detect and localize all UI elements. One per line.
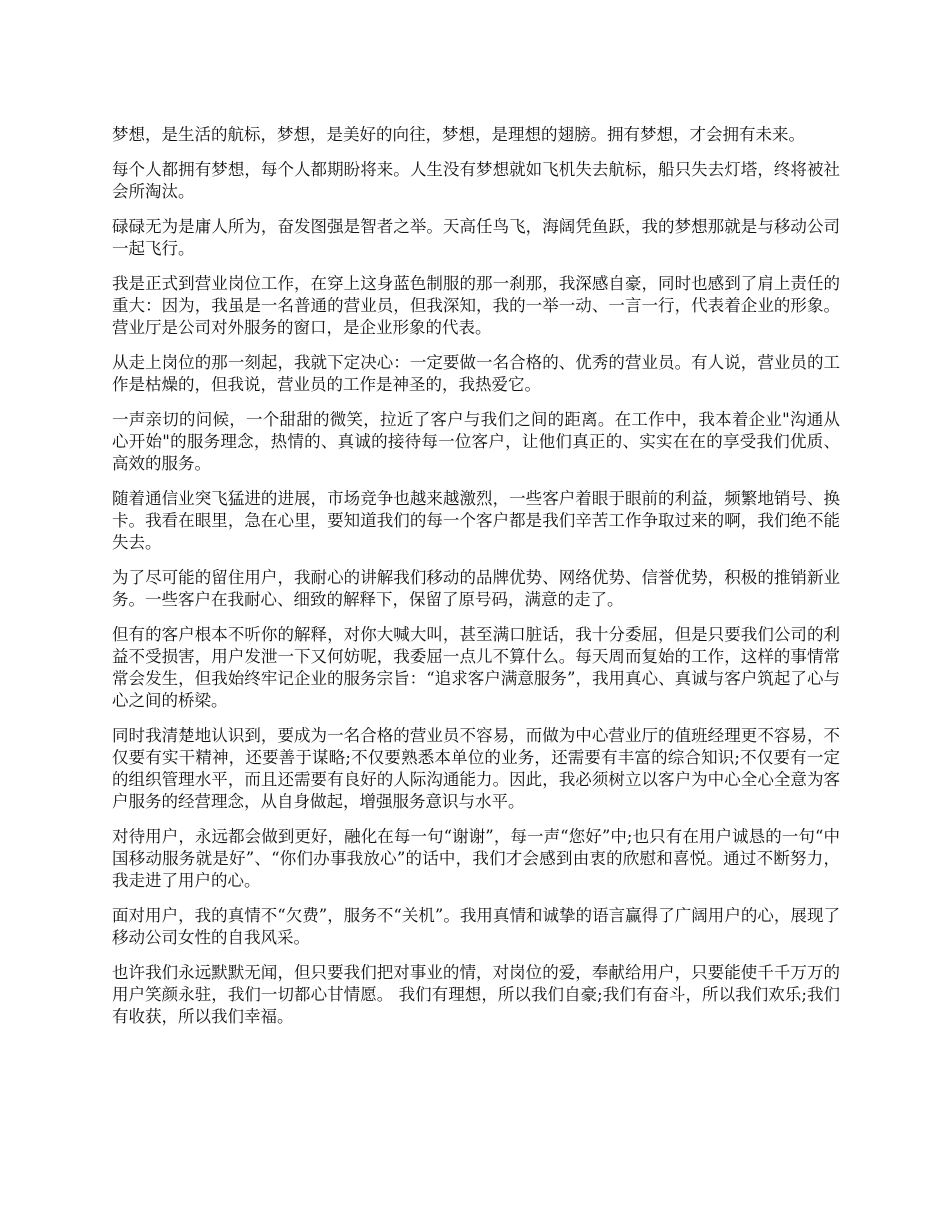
paragraph-11: 对待用户，永远都会做到更好，融化在每一句“谢谢”，每一声“您好”中;也只有在用户诚恳的一句“中国移动服务就是好”、“你们办事我放心”的话中，我们才会感到由衷的欣慰和喜悦。通过不断努力，我走进了用户的心。 xyxy=(112,827,840,890)
paragraph-8: 为了尽可能的留住用户，我耐心的讲解我们移动的品牌优势、网络优势、信誉优势，积极的推销新业务。一些客户在我耐心、细致的解释下，保留了原号码，满意的走了。 xyxy=(112,568,840,609)
paragraph-13: 也许我们永远默默无闻，但只要我们把对事业的情，对岗位的爱，奉献给用户，只要能使千千万万的用户笑颜永驻，我们一切都心甘情愿。 我们有理想，所以我们自豪;我们有奋斗，所以我们欢乐;我们有收获，所以我们幸福。 xyxy=(112,963,840,1026)
paragraph-7: 随着通信业突飞猛进的进展，市场竞争也越来越激烈，一些客户着眼于眼前的利益，频繁地销号、换卡。我看在眼里，急在心里，要知道我们的每一个客户都是我们辛苦工作争取过来的啊，我们绝不能失去。 xyxy=(112,489,840,552)
paragraph-4: 我是正式到营业岗位工作，在穿上这身蓝色制服的那一刹那，我深感自豪，同时也感到了肩上责任的重大：因为，我虽是一名普通的营业员，但我深知，我的一举一动、一言一行，代表着企业的形象。营业厅是公司对外服务的窗口，是企业形象的代表。 xyxy=(112,274,840,337)
paragraph-9: 但有的客户根本不听你的解释，对你大喊大叫，甚至满口脏话，我十分委屈，但是只要我们公司的利益不受损害，用户发泄一下又何妨呢，我委屈一点儿不算什么。每天周而复始的工作，这样的事情常常会发生，但我始终牢记企业的服务宗旨：“追求客户满意服务”，我用真心、真诚与客户筑起了心与心之间的桥梁。 xyxy=(112,625,840,710)
document-body xyxy=(112,124,840,1041)
paragraph-3: 碌碌无为是庸人所为，奋发图强是智者之举。天高任鸟飞，海阔凭鱼跃，我的梦想那就是与移动公司一起飞行。 xyxy=(112,217,840,258)
paragraph-2: 每个人都拥有梦想，每个人都期盼将来。人生没有梦想就如飞机失去航标，船只失去灯塔，终将被社会所淘汰。 xyxy=(112,160,840,201)
paragraph-6: 一声亲切的问候，一个甜甜的微笑，拉近了客户与我们之间的距离。在工作中，我本着企业"沟通从心开始"的服务理念，热情的、真诚的接待每一位客户，让他们真正的、实实在在的享受我们优质、高效的服务。 xyxy=(112,410,840,473)
paragraph-5: 从走上岗位的那一刻起，我就下定决心：一定要做一名合格的、优秀的营业员。有人说，营业员的工作是枯燥的，但我说，营业员的工作是神圣的，我热爱它。 xyxy=(112,353,840,394)
paragraph-10: 同时我清楚地认识到，要成为一名合格的营业员不容易，而做为中心营业厅的值班经理更不容易，不仅要有实干精神，还要善于谋略;不仅要熟悉本单位的业务，还需要有丰富的综合知识;不仅要有一定的组织管理水平，而且还需要有良好的人际沟通能力。因此，我必须树立以客户为中心全心全意为客户服务的经营理念，从自身做起，增强服务意识与水平。 xyxy=(112,726,840,811)
paragraph-1: 梦想，是生活的航标，梦想，是美好的向往，梦想，是理想的翅膀。拥有梦想，才会拥有未来。 xyxy=(112,125,805,144)
paragraph-12: 面对用户，我的真情不“欠费”，服务不“关机”。我用真情和诚挚的语言赢得了广阔用户的心，展现了移动公司女性的自我风采。 xyxy=(112,906,840,947)
